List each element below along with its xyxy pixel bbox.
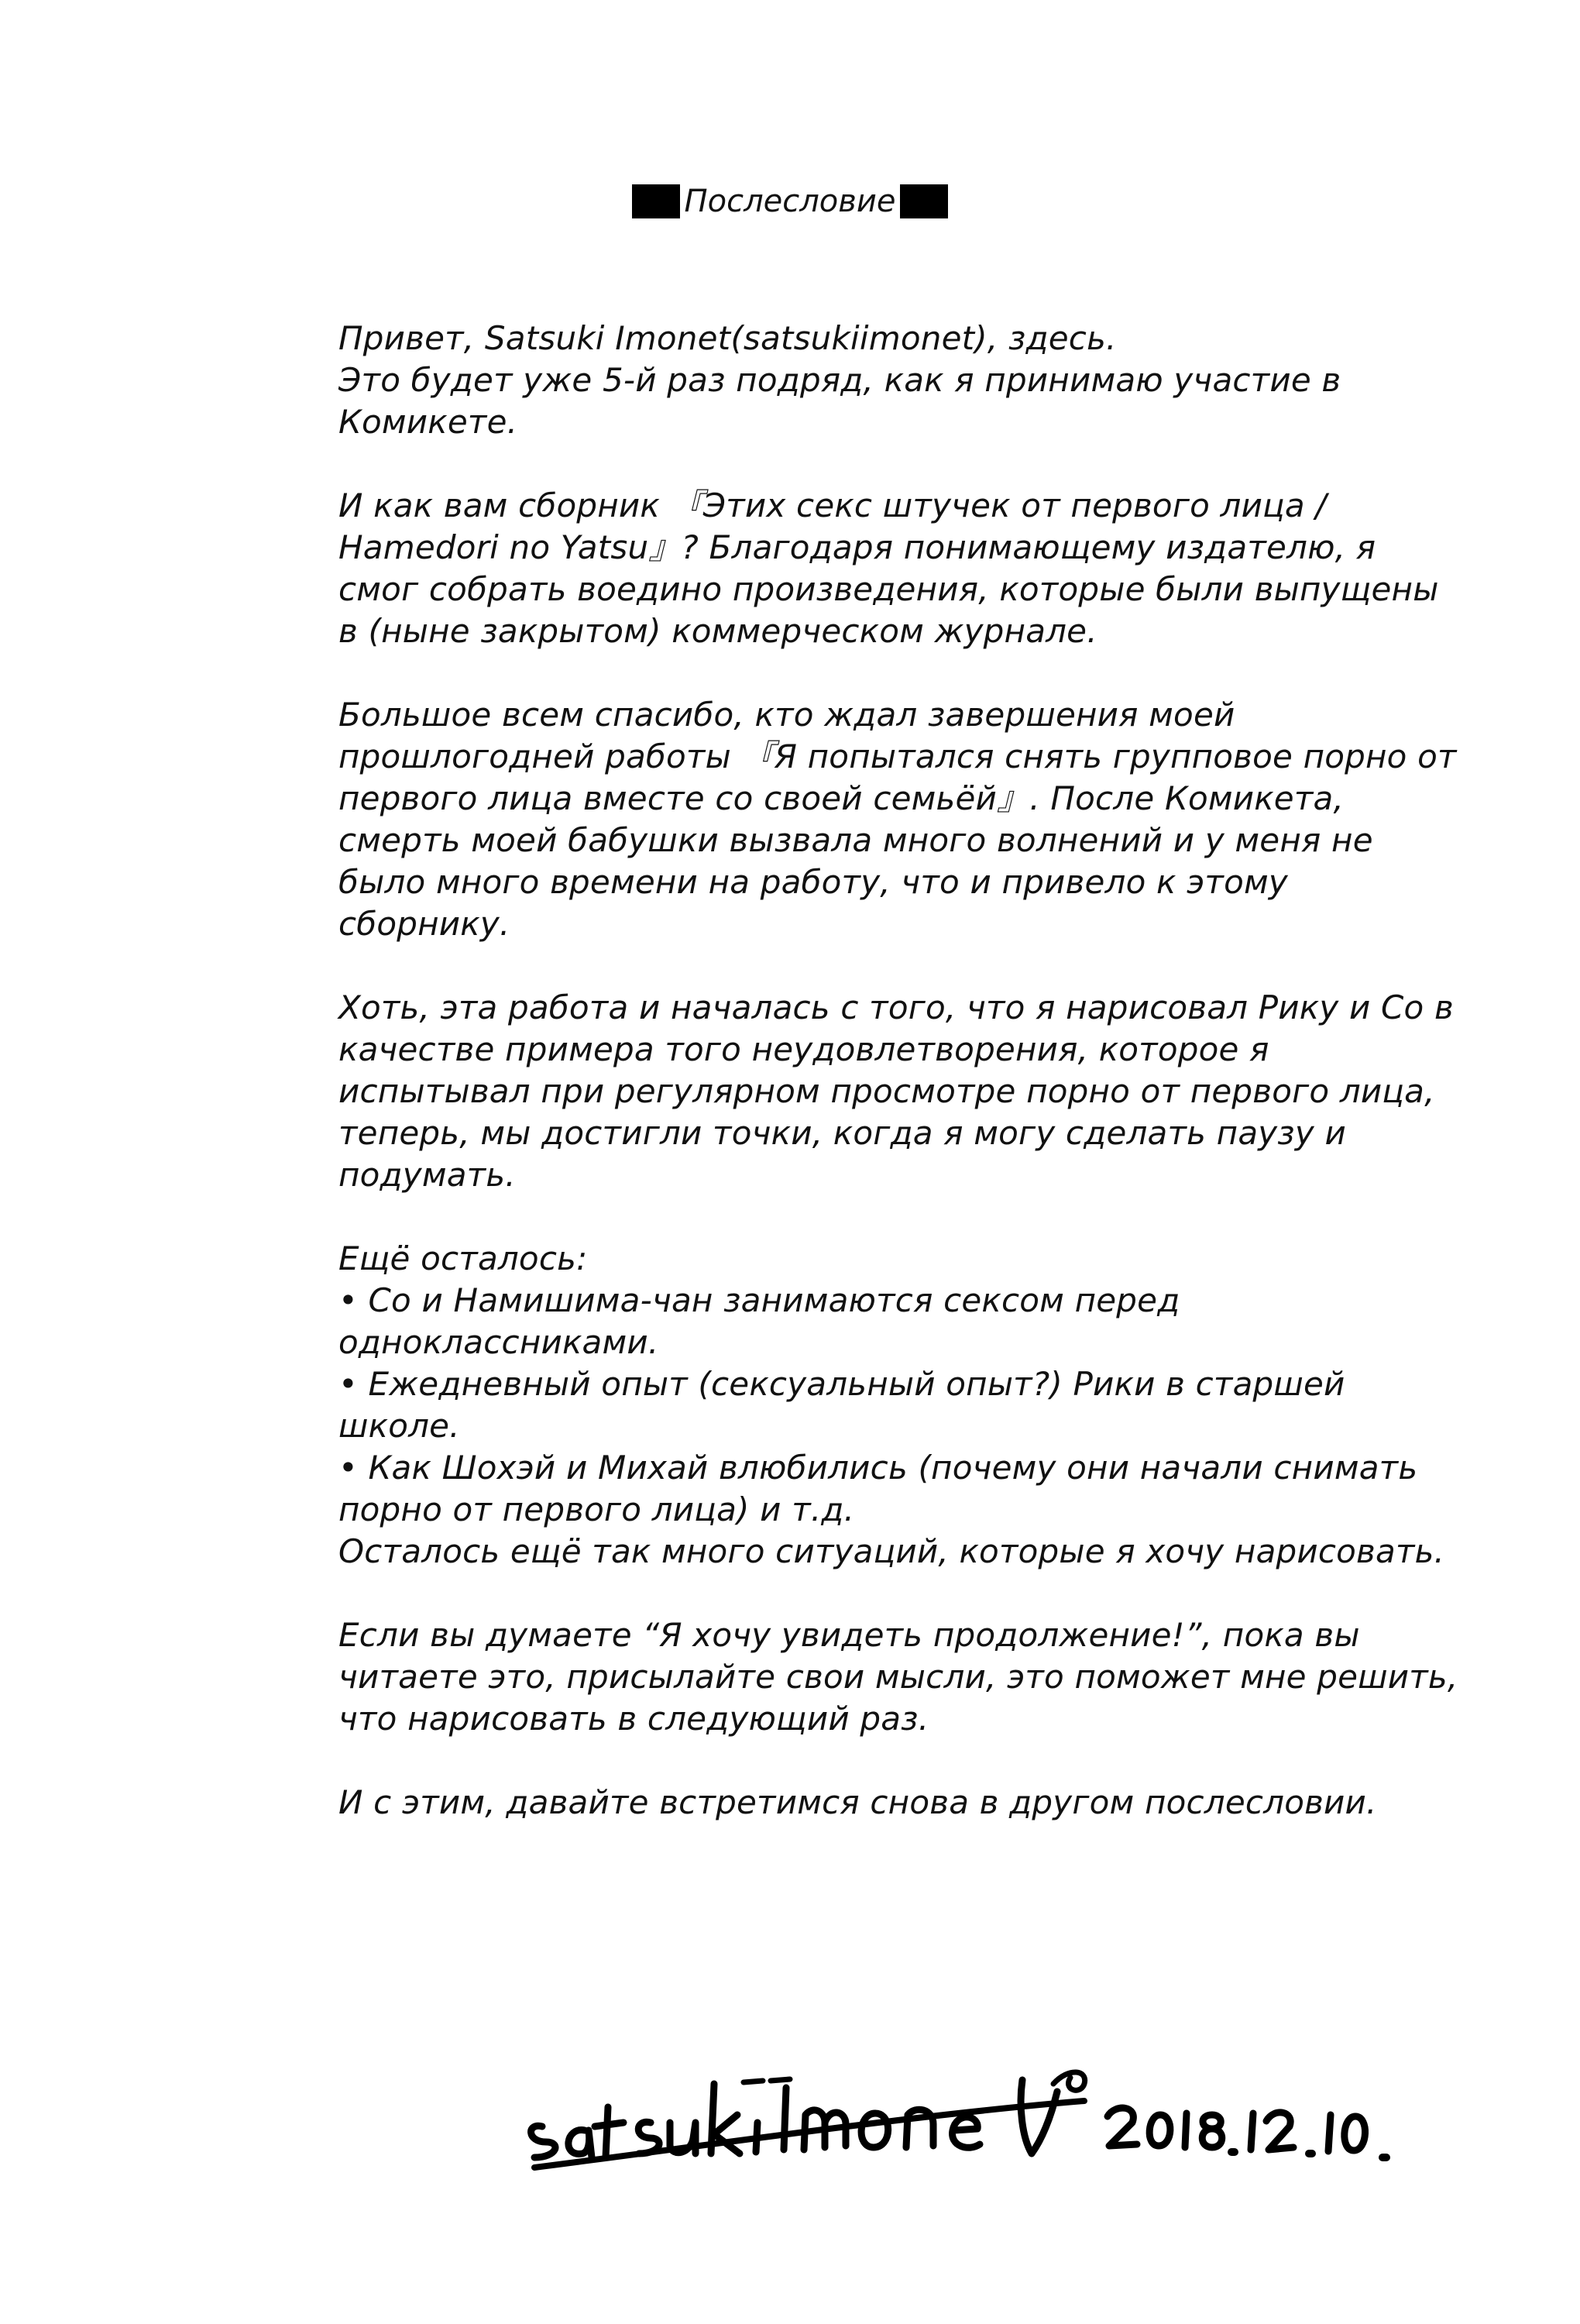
- text-line: в (ныне закрытом) коммерческом журнале.: [338, 612, 1097, 650]
- text-line: качестве примера того неудовлетворения, которое я: [338, 1030, 1269, 1068]
- text-line: Привет, Satsuki Imonet(satsukiimonet), здесь.: [338, 319, 1117, 357]
- text-line: теперь, мы достигли точки, когда я могу сделать паузу и: [338, 1114, 1346, 1152]
- text-line: • Со и Намишима-чан занимаются сексом перед: [338, 1281, 1180, 1319]
- paragraph: [338, 1614, 1458, 1740]
- text-line: было много времени на работу, что и привело к этому: [338, 863, 1288, 901]
- page-title: [0, 184, 1580, 218]
- paragraph: [338, 318, 1423, 443]
- text-line: Ещё осталось:: [338, 1239, 588, 1277]
- text-line: Хоть, эта работа и началась с того, что я нарисовал Рику и Со в: [338, 988, 1454, 1026]
- paragraph: [338, 485, 1439, 652]
- handwritten-signature: [511, 1999, 1441, 2192]
- text-line: смерть моей бабушки вызвала много волнений и у меня не: [338, 821, 1373, 859]
- text-line: смог собрать воедино произведения, которые были выпущены: [338, 570, 1439, 608]
- text-line: что нарисовать в следующий раз.: [338, 1700, 929, 1738]
- title-left-block: [632, 184, 680, 218]
- text-line: первого лица вместе со своей семьёй』. После Комикета,: [338, 779, 1344, 817]
- paragraph: [338, 987, 1454, 1196]
- text-line: И с этим, давайте встретимся снова в другом послесловии.: [338, 1783, 1377, 1821]
- text-line: Комикете.: [338, 403, 518, 441]
- text-line: подумать.: [338, 1156, 516, 1194]
- afterword-body: [338, 318, 1458, 1865]
- text-line: сборнику.: [338, 905, 510, 943]
- paragraph: [338, 1238, 1445, 1573]
- paragraph: [338, 1782, 1423, 1824]
- text-line: Это будет уже 5-й раз подряд, как я принимаю участие в: [338, 361, 1341, 399]
- text-line: прошлогодней работы 『Я попытался снять групповое порно от: [338, 737, 1457, 775]
- title-right-block: [900, 184, 948, 218]
- text-line: • Ежедневный опыт (сексуальный опыт?) Рики в старшей: [338, 1365, 1345, 1403]
- title-text: Послесловие: [684, 184, 896, 219]
- text-line: одноклассниками.: [338, 1323, 659, 1361]
- text-line: Hamedori no Yatsu』? Благодаря понимающему издателю, я: [338, 528, 1376, 566]
- paragraph: [338, 694, 1457, 945]
- text-line: школе.: [338, 1407, 460, 1445]
- text-line: И как вам сборник 『Этих секс штучек от первого лица /: [338, 486, 1327, 524]
- text-line: • Как Шохэй и Михай влюбились (почему они начали снимать: [338, 1449, 1418, 1487]
- text-line: испытывал при регулярном просмотре порно от первого лица,: [338, 1072, 1435, 1110]
- text-line: Если вы думаете “Я хочу увидеть продолжение!”, пока вы: [338, 1616, 1360, 1654]
- text-line: Большое всем спасибо, кто ждал завершения моей: [338, 696, 1235, 734]
- text-line: читаете это, присылайте свои мысли, это поможет мне решить,: [338, 1658, 1458, 1696]
- text-line: порно от первого лица) и т.д.: [338, 1490, 855, 1528]
- text-line: Осталось ещё так много ситуаций, которые я хочу нарисовать.: [338, 1532, 1445, 1570]
